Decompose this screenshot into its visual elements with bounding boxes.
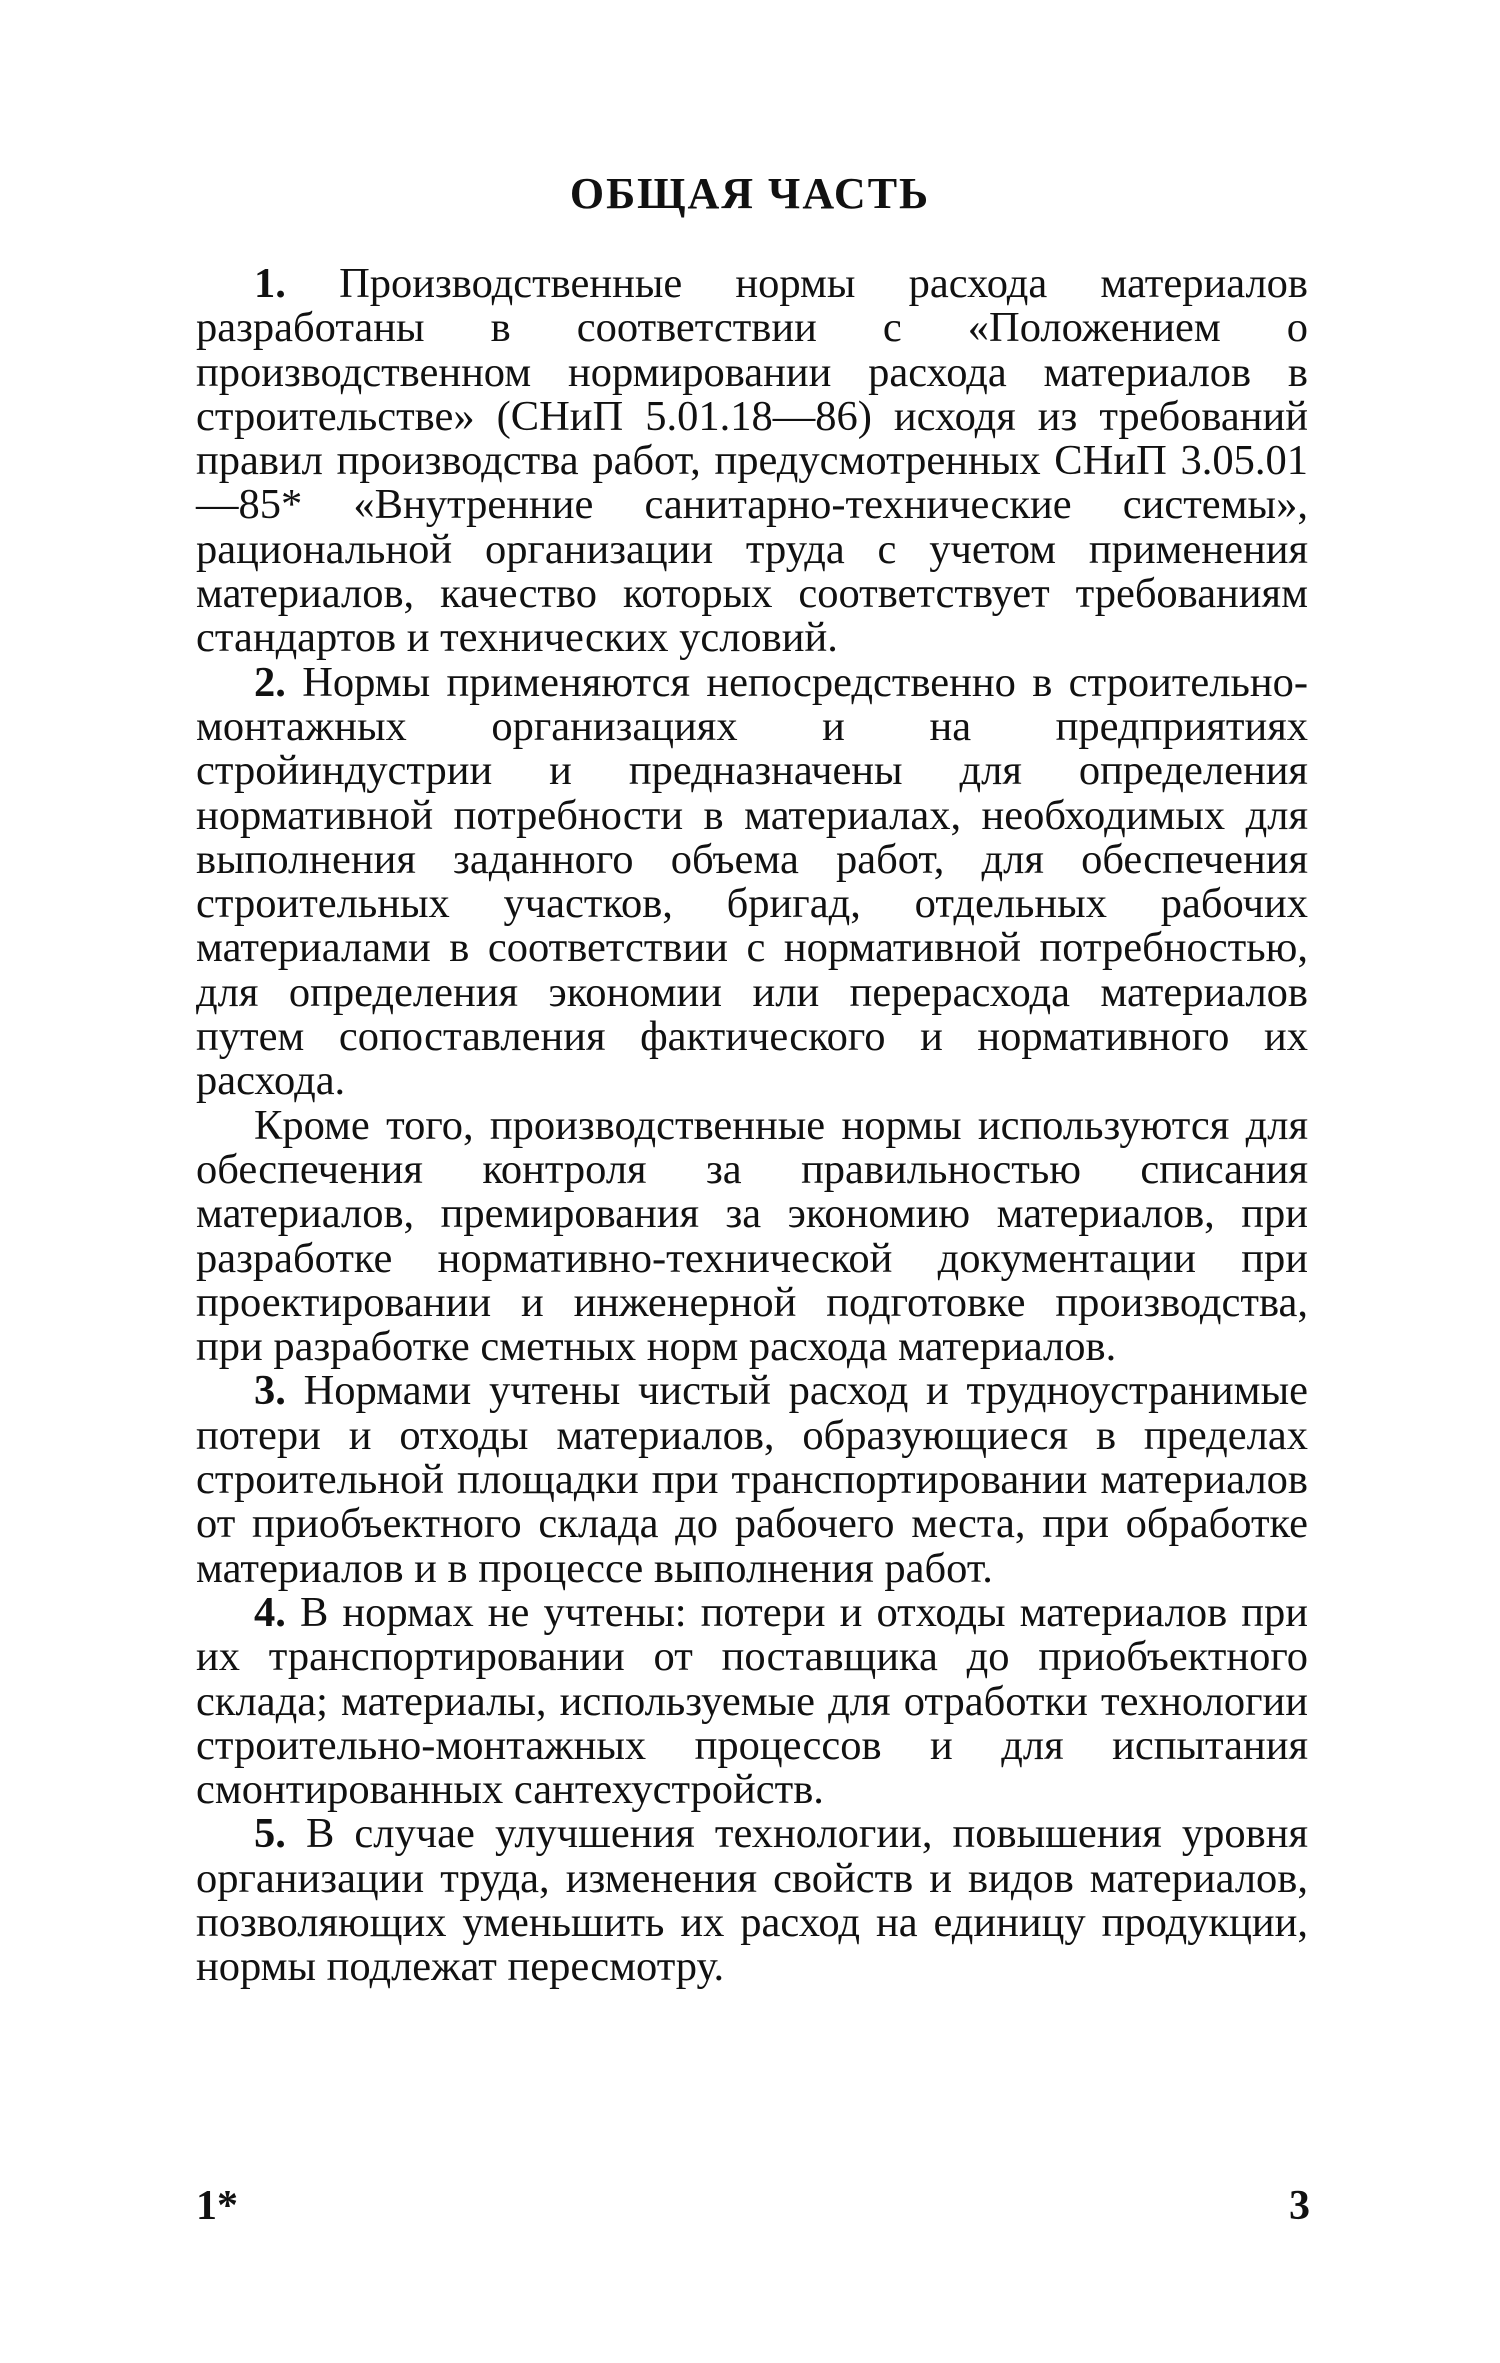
- signature-mark: 1*: [196, 2183, 238, 2229]
- paragraph-text: Производственные нормы расхода материалов разработаны в соответствии с «Положением о производственном нормировании расхода материалов в строительстве» (СНиП 5.01.18—86) исходя из требований правил производства работ, предусмотренных СНиП 3.05.01—85* «Внутренние санитарно-технические системы», рациональной организации труда с учетом применения материалов, качество которых соответствует требованиям стандартов и технических условий.: [196, 260, 1308, 662]
- paragraph-2: [196, 658, 1308, 1105]
- paragraph-text: В случае улучшения технологии, повышения уровня организации труда, изменения свойств и видов материалов, позволяющих уменьшить их расход на единицу продукции, нормы подлежат пересмотру.: [196, 1810, 1308, 1991]
- paragraph-1: [196, 262, 1308, 661]
- paragraph-5: [196, 1812, 1308, 1989]
- paragraph-number: 5.: [254, 1810, 286, 1858]
- paragraph-text: В нормах не учтены: потери и отходы материалов при их транспортировании от поставщика до приобъектного склада; материалы, используемые для отработки технологии строительно-монтажных процессов и для испытания смонтированных сантехустройств.: [196, 1588, 1308, 1814]
- body-text: [196, 262, 1308, 1990]
- paragraph-text: Нормами учтены чистый расход и трудноустранимые потери и отходы материалов, образующиеся в пределах строительной площадки при транспортировании материалов от приобъектного склада до рабочего места, при обработке материалов и в процессе выполнения работ.: [196, 1367, 1308, 1592]
- paragraph-text: Кроме того, производственные нормы используются для обеспечения контроля за правильностью списания материалов, премирования за экономию материалов, при разработке нормативно-технической документации при проектировании и инженерной подготовке производства, при разработке сметных норм расхода материалов.: [196, 1101, 1308, 1371]
- paragraph-number: 1.: [254, 260, 286, 307]
- paragraph-text: Нормы применяются непосредственно в строительно-монтажных организациях и на предприятиях стройиндустрии и предназначены для определения нормативной потребности в материалах, необходимых для выполнения заданного объема работ, для обеспечения строительных участков, бригад, отдельных рабочих материалами в соответствии с нормативной потребностью, для определения экономии или перерасхода материалов путем сопоставления фактического и нормативного их расхода.: [196, 658, 1308, 1105]
- paragraph-4: [196, 1588, 1308, 1814]
- page-number: 3: [1289, 2183, 1310, 2229]
- paragraph-number: 2.: [254, 658, 286, 706]
- paragraph-number: 3.: [254, 1367, 286, 1415]
- paragraph-number: 4.: [254, 1588, 286, 1636]
- paragraph-3: [196, 1369, 1308, 1590]
- paragraph-2-continued: [196, 1101, 1308, 1371]
- section-heading: ОБЩАЯ ЧАСТЬ: [569, 169, 931, 218]
